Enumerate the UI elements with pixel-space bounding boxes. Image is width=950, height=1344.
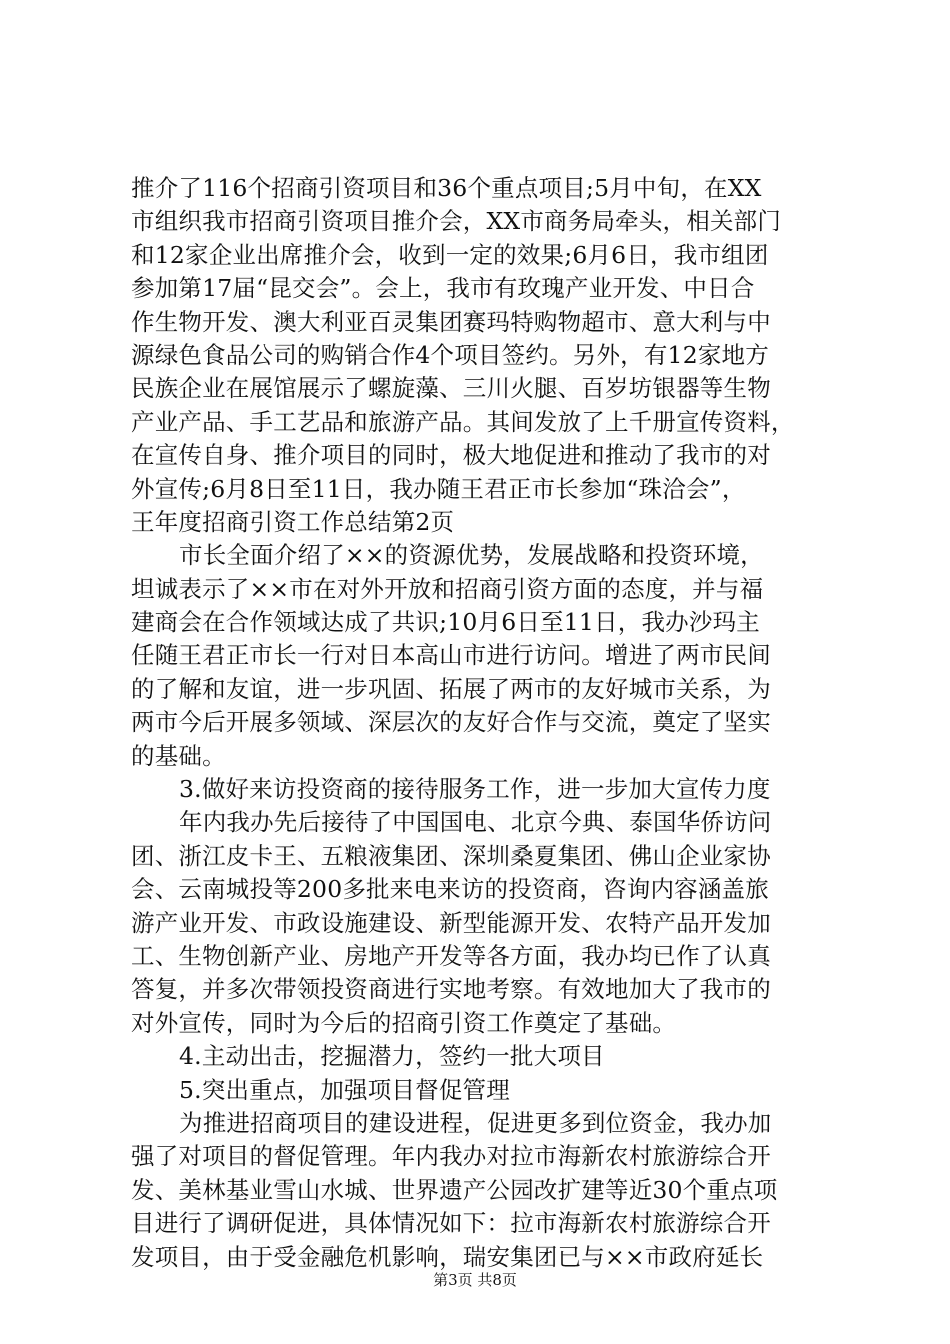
text-line: 王年度招商引资工作总结第2页 (131, 507, 455, 536)
text-line: 外宣传;6月8日至11日，我办随王君正市长参加“珠洽会”， (131, 474, 746, 503)
text-line: 建商会在合作领域达成了共识;10月6日至11日，我办沙玛主 (131, 608, 760, 637)
text-line: 工、生物创新产业、房地产开发等各方面，我办均已作了认真 (131, 941, 771, 970)
text-line: 为推进招商项目的建设进程，促进更多到位资金，我办加 (179, 1108, 772, 1137)
text-line: 发、美林基业雪山水城、世界遗产公园改扩建等近30个重点项 (131, 1175, 778, 1204)
text-line: 两市今后开展多领域、深层次的友好合作与交流，奠定了坚实 (131, 708, 771, 737)
text-line: 源绿色食品公司的购销合作4个项目签约。另外，有12家地方 (131, 340, 769, 369)
text-line: 推介了116个招商引资项目和36个重点项目;5月中旬，在XX (131, 174, 762, 202)
text-line: 市长全面介绍了××的资源优势，发展战略和投资环境， (179, 541, 764, 570)
text-line: 5.突出重点，加强项目督促管理 (179, 1075, 510, 1104)
text-line: 强了对项目的督促管理。年内我办对拉市海新农村旅游综合开 (131, 1142, 771, 1171)
text-line: 市组织我市招商引资项目推介会，XX市商务局牵头，相关部门 (131, 207, 782, 236)
text-line: 任随王君正市长一行对日本高山市进行访问。增进了两市民间 (131, 641, 771, 670)
text-line: 4.主动出击，挖掘潜力，签约一批大项目 (179, 1042, 605, 1071)
text-line: 作生物开发、澳大利亚百灵集团赛玛特购物超市、意大利与中 (131, 307, 771, 336)
text-line: 答复，并多次带领投资商进行实地考察。有效地加大了我市的 (131, 975, 771, 1004)
text-line: 参加第17届“昆交会”。会上，我市有玫瑰产业开发、中日合 (131, 274, 755, 303)
text-line: 产业产品、手工艺品和旅游产品。其间发放了上千册宣传资料， (131, 407, 795, 436)
text-line: 发项目，由于受金融危机影响，瑞安集团已与××市政府延长 (131, 1242, 764, 1271)
text-line: 年内我办先后接待了中国国电、北京今典、泰国华侨访问 (179, 808, 772, 837)
text-line: 在宣传自身、推介项目的同时，极大地促进和推动了我市的对 (131, 441, 771, 470)
text-line: 会、云南城投等200多批来电来访的投资商，咨询内容涵盖旅 (131, 875, 769, 904)
text-line: 目进行了调研促进，具体情况如下：拉市海新农村旅游综合开 (131, 1209, 771, 1238)
text-line: 游产业开发、市政设施建设、新型能源开发、农特产品开发加 (131, 908, 771, 937)
text-line: 团、浙江皮卡王、五粮液集团、深圳桑夏集团、佛山企业家协 (131, 841, 771, 870)
text-line: 民族企业在展馆展示了螺旋藻、三川火腿、百岁坊银器等生物 (131, 374, 771, 403)
document-body (131, 172, 831, 1274)
text-line: 和12家企业出席推介会，收到一定的效果;6月6日，我市组团 (131, 240, 769, 269)
text-line: 的了解和友谊，进一步巩固、拓展了两市的友好城市关系，为 (131, 674, 771, 703)
text-line: 3.做好来访投资商的接待服务工作，进一步加大宣传力度 (179, 775, 771, 804)
page-footer: 第3页 共8页 (433, 1271, 517, 1289)
text-line: 对外宣传，同时为今后的招商引资工作奠定了基础。 (131, 1008, 677, 1037)
text-line: 的基础。 (131, 741, 226, 770)
text-line: 坦诚表示了××市在对外开放和招商引资方面的态度，并与福 (131, 574, 764, 603)
